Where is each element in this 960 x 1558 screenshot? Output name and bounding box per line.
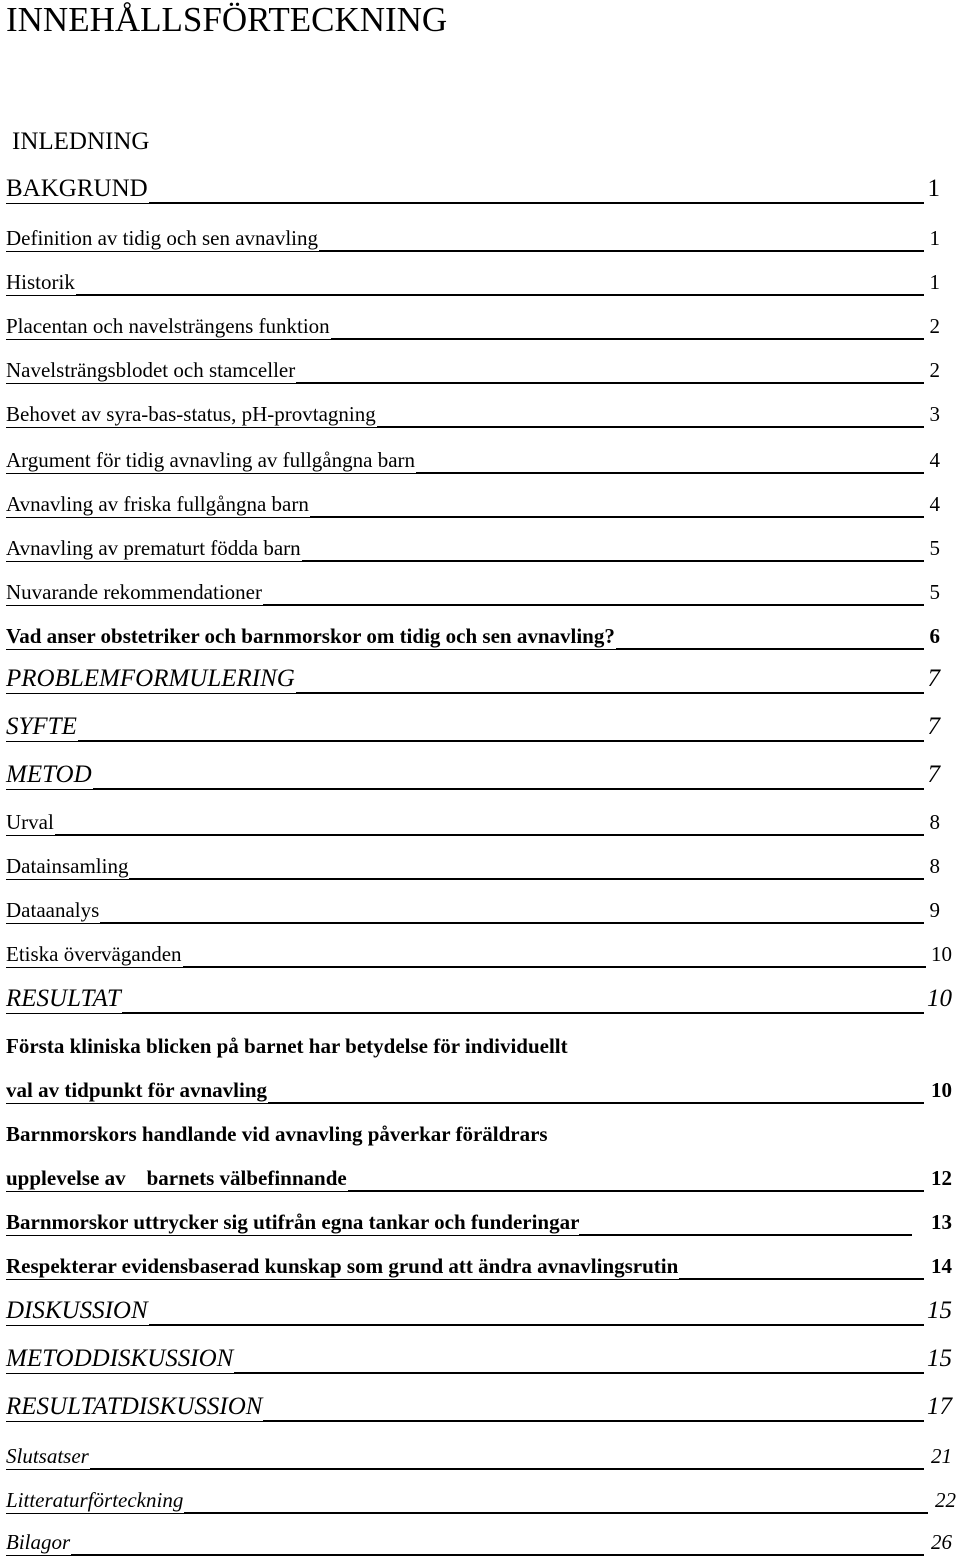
- toc-entry[interactable]: [6, 172, 940, 206]
- toc-page-number: 10: [931, 942, 952, 966]
- toc-label: RESULTATDISKUSSION: [6, 1393, 263, 1420]
- toc-heading-inledning: INLEDNING: [12, 128, 150, 155]
- toc-entry[interactable]: [6, 486, 940, 520]
- toc-entry[interactable]: [6, 220, 940, 254]
- toc-label: Placentan och navelsträngens funktion: [6, 314, 330, 338]
- toc-entry[interactable]: [6, 1524, 952, 1558]
- toc-entry[interactable]: [6, 982, 952, 1016]
- toc-page-number: 3: [929, 402, 940, 426]
- toc-label: SYFTE: [6, 713, 77, 740]
- toc-page-number: 15: [927, 1345, 952, 1372]
- toc-page-number: 2: [929, 314, 940, 338]
- toc-label: Respekterar evidensbaserad kunskap som grund att ändra avnavlingsrutin: [6, 1254, 679, 1278]
- toc-entry[interactable]: [6, 1482, 956, 1516]
- toc-page-number: 14: [931, 1254, 952, 1278]
- toc-page-number: 5: [929, 536, 940, 560]
- toc-entry[interactable]: [6, 710, 940, 744]
- toc-leader-line: [6, 1468, 924, 1470]
- toc-label: Avnavling av friska fullgångna barn: [6, 492, 309, 516]
- toc-page-number: 15: [927, 1297, 952, 1324]
- toc-entry[interactable]: [6, 308, 940, 342]
- toc-label: Historik: [6, 270, 75, 294]
- toc-label: Nuvarande rekommendationer: [6, 580, 262, 604]
- toc-label: BAKGRUND: [6, 175, 148, 202]
- toc-leader-line: [6, 922, 924, 924]
- toc-leader-line: [6, 740, 924, 742]
- toc-entry[interactable]: [6, 442, 940, 476]
- toc-label: PROBLEMFORMULERING: [6, 665, 295, 692]
- toc-leader-line: [6, 788, 924, 790]
- toc-entry[interactable]: [6, 1248, 952, 1282]
- toc-entry[interactable]: [6, 1160, 952, 1194]
- toc-page-number: 10: [927, 985, 952, 1012]
- toc-page-number: 17: [927, 1393, 952, 1420]
- toc-label: METOD: [6, 761, 92, 788]
- toc-page-number: 12: [931, 1166, 952, 1190]
- toc-label: Argument för tidig avnavling av fullgångna barn: [6, 448, 416, 472]
- toc-label: Avnavling av prematurt födda barn: [6, 536, 301, 560]
- toc-page-number: 8: [929, 810, 940, 834]
- toc-leader-line: [6, 1012, 924, 1014]
- toc-entry[interactable]: [6, 1342, 952, 1376]
- toc-label: val av tidpunkt för avnavling: [6, 1078, 268, 1102]
- toc-entry[interactable]: [6, 662, 940, 696]
- toc-leader-line: [6, 834, 924, 836]
- toc-entry[interactable]: [6, 936, 952, 970]
- toc-page-number: 1: [927, 175, 940, 202]
- page-title: INNEHÅLLSFÖRTECKNING: [6, 0, 448, 39]
- toc-entry[interactable]: [6, 396, 940, 430]
- toc-entry[interactable]: [6, 758, 940, 792]
- toc-label: Barnmorskor uttrycker sig utifrån egna tankar och funderingar: [6, 1210, 580, 1234]
- toc-page-number: 1: [929, 270, 940, 294]
- toc-leader-line: [6, 878, 924, 880]
- toc-entry[interactable]: [6, 804, 940, 838]
- toc-label: Slutsatser: [6, 1444, 89, 1468]
- toc-label: DISKUSSION: [6, 1297, 148, 1324]
- toc-label: Definition av tidig och sen avnavling: [6, 226, 319, 250]
- toc-entry-continuation: Första kliniska blicken på barnet har betydelse för individuellt: [6, 1034, 568, 1058]
- toc-entry[interactable]: [6, 848, 940, 882]
- toc-page-number: 7: [927, 665, 940, 692]
- toc-label: RESULTAT: [6, 985, 121, 1012]
- toc-leader-line: [6, 1554, 924, 1556]
- toc-page-number: 10: [931, 1078, 952, 1102]
- toc-entry[interactable]: [6, 1390, 952, 1424]
- toc-page-number: 4: [929, 448, 940, 472]
- toc-label: Datainsamling: [6, 854, 129, 878]
- toc-page-number: 8: [929, 854, 940, 878]
- toc-label: Navelsträngsblodet och stamceller: [6, 358, 296, 382]
- toc-page-number: 22: [935, 1488, 956, 1512]
- toc-label: Bilagor: [6, 1530, 71, 1554]
- toc-page-number: 7: [927, 713, 940, 740]
- toc-page-number: 2: [929, 358, 940, 382]
- toc-page-number: 5: [929, 580, 940, 604]
- toc-label: METODDISKUSSION: [6, 1345, 234, 1372]
- toc-label: Dataanalys: [6, 898, 100, 922]
- toc-label: Behovet av syra-bas-status, pH-provtagning: [6, 402, 376, 426]
- toc-entry[interactable]: [6, 892, 940, 926]
- toc-entry[interactable]: [6, 264, 940, 298]
- toc-leader-line: [6, 294, 924, 296]
- toc-entry[interactable]: [6, 1294, 952, 1328]
- toc-entry[interactable]: [6, 530, 940, 564]
- toc-entry-continuation: Barnmorskors handlande vid avnavling påverkar föräldrars: [6, 1122, 548, 1146]
- toc-label: Litteraturförteckning: [6, 1488, 184, 1512]
- toc-label: upplevelse av barnets välbefinnande: [6, 1166, 347, 1190]
- toc-entry[interactable]: [6, 352, 940, 386]
- toc-page-number: 13: [931, 1210, 952, 1234]
- toc-label: Urval: [6, 810, 54, 834]
- toc-page-number: 4: [929, 492, 940, 516]
- toc-page-number: 21: [931, 1444, 952, 1468]
- toc-page-number: 1: [929, 226, 940, 250]
- toc-page-number: 9: [929, 898, 940, 922]
- toc-entry[interactable]: [6, 574, 940, 608]
- toc-label: Etiska överväganden: [6, 942, 182, 966]
- toc-entry[interactable]: [6, 1072, 952, 1106]
- toc-page-number: 7: [927, 761, 940, 788]
- toc-page-number: 6: [929, 624, 940, 648]
- toc-entry[interactable]: [6, 618, 940, 652]
- toc-page-number: 26: [931, 1530, 952, 1554]
- toc-entry[interactable]: [6, 1204, 952, 1238]
- toc-entry[interactable]: [6, 1438, 952, 1472]
- toc-label: Vad anser obstetriker och barnmorskor om tidig och sen avnavling?: [6, 624, 615, 648]
